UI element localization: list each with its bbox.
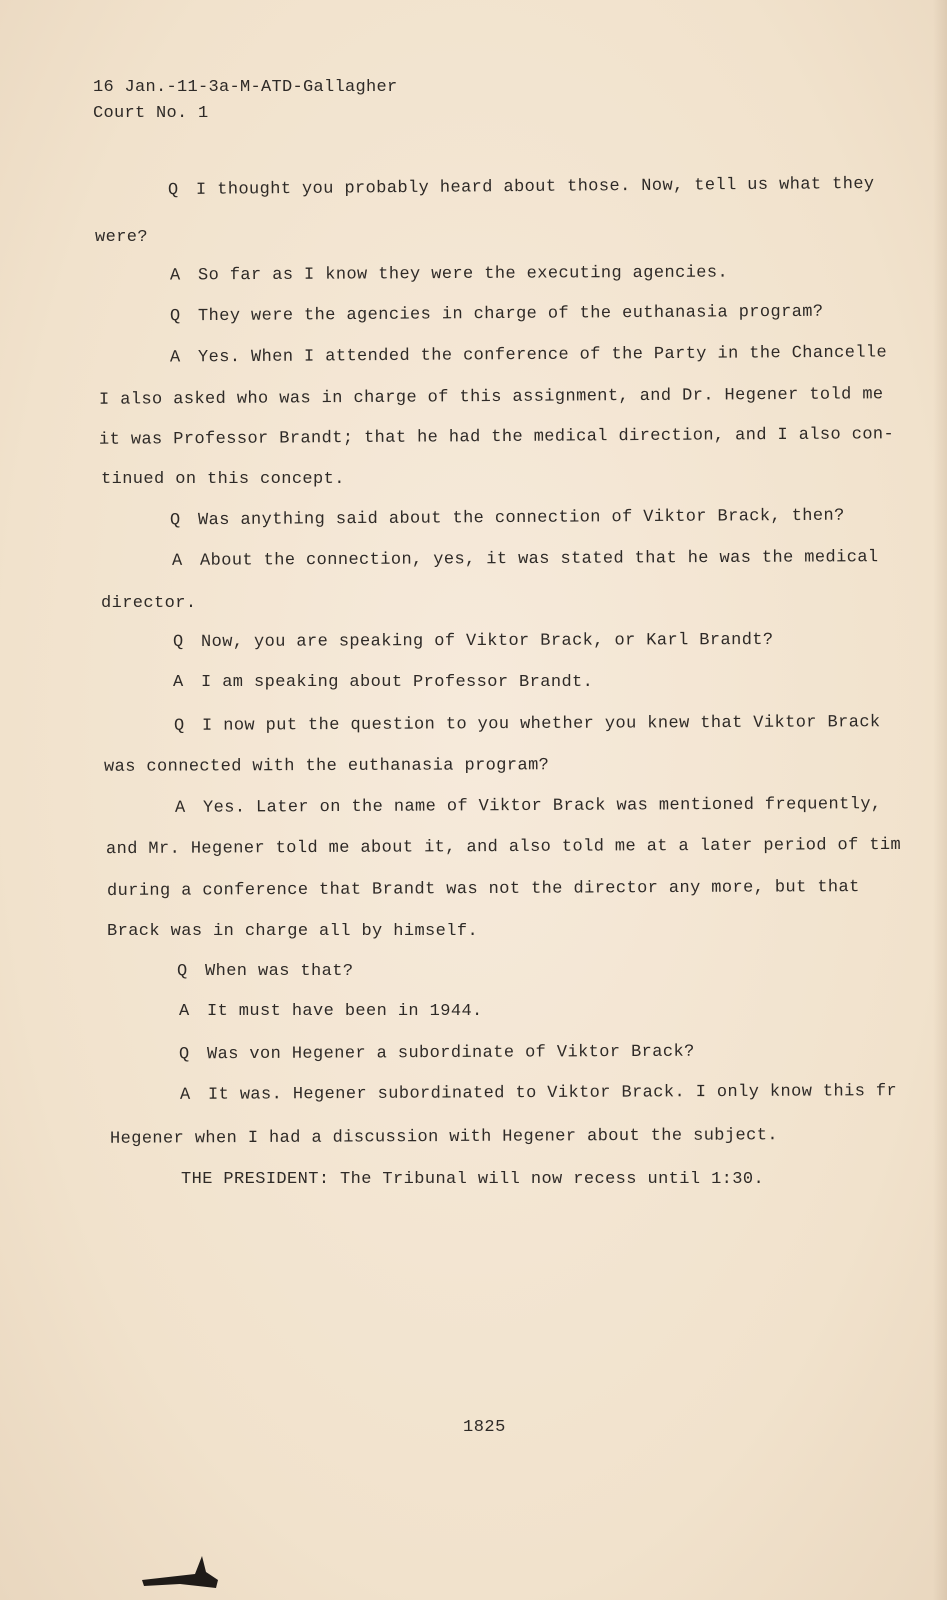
- speaker-label: A: [169, 266, 181, 286]
- line-text: They were the agencies in charge of the euthanasia program?: [197, 302, 824, 327]
- transcript-line: [106, 836, 901, 859]
- page-number: 1825: [463, 1418, 506, 1437]
- line-text: Yes. Later on the name of Viktor Brack was mentioned frequently,: [202, 795, 882, 818]
- transcript-line: [107, 922, 478, 941]
- line-text: So far as I know they were the executing agencies.: [197, 263, 729, 286]
- header-session-code: 16 Jan.-11-3a-M-ATD-Gallagher: [93, 78, 398, 97]
- speaker-label: A: [179, 1085, 191, 1105]
- transcript-line: [179, 1043, 695, 1065]
- line-text: It was. Hegener subordinated to Viktor Brack. I only know this fr: [207, 1082, 898, 1105]
- line-text: I am speaking about Professor Brandt.: [201, 673, 594, 692]
- speaker-label: A: [171, 551, 183, 571]
- speaker-label: A: [169, 348, 181, 368]
- line-text: I thought you probably heard about those. Now, tell us what they: [195, 174, 875, 200]
- transcript-line: [107, 878, 860, 901]
- transcript-line: [179, 1002, 483, 1021]
- line-text: When was that?: [205, 962, 354, 981]
- speaker-label: A: [173, 673, 184, 692]
- line-text: Was von Hegener a subordinate of Viktor Brack?: [206, 1042, 695, 1065]
- speaker-label: Q: [172, 633, 184, 653]
- speaker-label: A: [179, 1002, 190, 1021]
- ink-mark-icon: [140, 1550, 230, 1590]
- transcript-line: [170, 507, 845, 531]
- transcript-line: [95, 228, 148, 247]
- line-text: during a conference that Brandt was not the director any more, but that: [106, 878, 860, 901]
- transcript-line: [173, 631, 774, 652]
- line-text: and Mr. Hegener told me about it, and also told me at a later period of tim: [105, 835, 902, 860]
- transcript-line: [168, 175, 875, 200]
- line-text: tinued on this concept.: [101, 470, 345, 489]
- line-text: director.: [101, 594, 197, 613]
- speaker-label: A: [174, 798, 186, 818]
- speaker-label: Q: [169, 307, 181, 327]
- transcript-line: [104, 756, 549, 777]
- line-text: Yes. When I attended the conference of the Party in the Chancelle: [197, 343, 888, 368]
- transcript-line: [170, 264, 728, 286]
- transcript-line: [174, 713, 881, 736]
- line-text: THE PRESIDENT: The Tribunal will now recess until 1:30.: [181, 1170, 765, 1189]
- line-text: Was anything said about the connection of Viktor Brack, then?: [197, 506, 845, 531]
- transcript-line: [181, 1170, 764, 1189]
- line-text: it was Professor Brandt; that he had the medical direction, and I also con-: [98, 425, 895, 450]
- header-court-number: Court No. 1: [93, 104, 209, 123]
- line-text: I now put the question to you whether you knew that Viktor Brack: [201, 713, 881, 736]
- line-text: Hegener when I had a discussion with Hegener about the subject.: [109, 1126, 778, 1149]
- speaker-label: Q: [178, 1045, 190, 1065]
- line-text: It must have been in 1944.: [207, 1002, 483, 1021]
- transcript-line: [99, 385, 884, 409]
- line-text: I also asked who was in charge of this assignment, and Dr. Hegener told me: [98, 385, 884, 410]
- transcript-line: [170, 303, 824, 327]
- line-text: was connected with the euthanasia program?: [103, 756, 550, 777]
- speaker-label: Q: [173, 716, 185, 736]
- transcript-line: [110, 1126, 778, 1148]
- transcript-line: [101, 594, 196, 613]
- speaker-label: Q: [169, 511, 181, 531]
- page-edge-shadow: [933, 0, 947, 1600]
- transcript-line: [170, 343, 887, 367]
- line-text: Brack was in charge all by himself.: [107, 922, 479, 941]
- transcript-line: [173, 673, 593, 692]
- line-text: were?: [95, 228, 149, 247]
- transcript-line: [99, 425, 894, 450]
- transcript-line: [175, 795, 882, 818]
- transcript-line: [177, 962, 353, 981]
- transcript-line: [180, 1082, 897, 1105]
- line-text: About the connection, yes, it was stated that he was the medical: [199, 548, 879, 571]
- speaker-label: Q: [167, 180, 179, 201]
- speaker-label: Q: [177, 962, 188, 981]
- transcript-line: [101, 470, 345, 489]
- line-text: Now, you are speaking of Viktor Brack, or Karl Brandt?: [200, 630, 774, 652]
- transcript-line: [172, 548, 879, 571]
